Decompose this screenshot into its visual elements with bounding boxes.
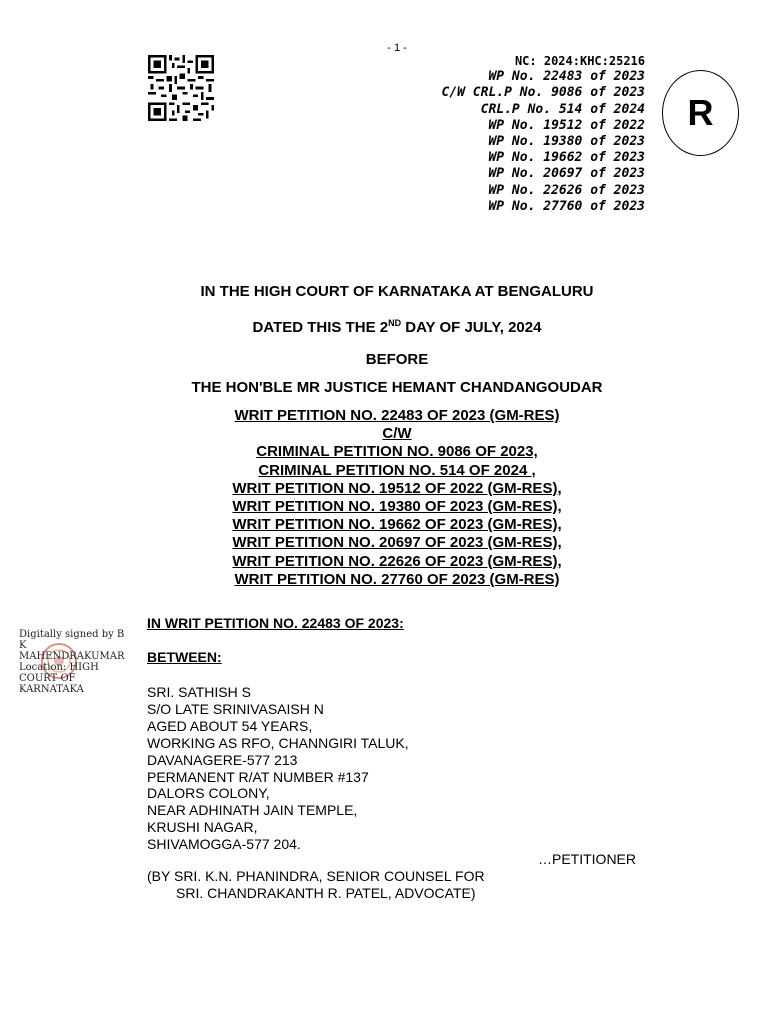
date-suffix: DAY OF JULY, 2024: [401, 319, 542, 336]
signature-line: KARNATAKA: [19, 684, 84, 695]
case-number-line: WP No. 22483 of 2023: [488, 69, 645, 85]
address-line: WORKING AS RFO, CHANNGIRI TALUK,: [147, 734, 409, 751]
case-number-line: WP No. 19380 of 2023: [488, 134, 645, 150]
signature-line: Digitally signed by B: [19, 629, 125, 640]
before-label: BEFORE: [365, 351, 429, 368]
reportable-mark: [662, 70, 739, 156]
between-heading: BETWEEN:: [147, 649, 222, 665]
case-number-line: WP No. 22626 of 2023: [488, 182, 645, 198]
address-line: PERMANENT R/AT NUMBER #137: [147, 768, 369, 785]
reportable-letter: R: [687, 92, 714, 133]
petition-title: CRIMINAL PETITION NO. 514 OF 2024 ,: [258, 461, 536, 479]
petition-title: WRIT PETITION NO. 20697 OF 2023 (GM-RES),: [232, 534, 562, 552]
petition-title: C/W: [382, 425, 412, 443]
address-line: SHIVAMOGGA-577 204.: [147, 836, 301, 853]
petition-title: WRIT PETITION NO. 22626 OF 2023 (GM-RES),: [232, 552, 562, 570]
address-line: KRUSHI NAGAR,: [147, 819, 258, 836]
case-number-line: WP No. 19512 of 2022: [488, 117, 645, 133]
petitioner-label: …PETITIONER: [538, 851, 637, 867]
in-petition-heading: IN WRIT PETITION NO. 22483 OF 2023:: [147, 615, 404, 631]
petition-title: WRIT PETITION NO. 19662 OF 2023 (GM-RES),: [232, 516, 562, 534]
digital-signature: [19, 629, 137, 695]
case-number-block: [442, 53, 646, 215]
petition-titles: [0, 407, 768, 589]
signature-line: MAHENDRAKUMAR: [19, 651, 125, 662]
address-line: S/O LATE SRINIVASAISH N: [147, 700, 324, 717]
signature-line: COURT OF: [19, 673, 76, 684]
address-line: AGED ABOUT 54 YEARS,: [147, 717, 313, 734]
petition-title: CRIMINAL PETITION NO. 9086 OF 2023,: [256, 443, 538, 461]
date-ordinal: ND: [388, 318, 402, 328]
dated-line: [0, 318, 768, 336]
address-line: SRI. SATHISH S: [147, 684, 251, 700]
counsel-note: [147, 868, 485, 902]
page-number: - 1 -: [387, 42, 407, 54]
signature-line: K: [19, 640, 27, 651]
petitioner-address: [147, 684, 409, 853]
neutral-citation: NC: 2024:KHC:25216: [514, 54, 645, 68]
case-number-line: C/W CRL.P No. 9086 of 2023: [441, 85, 645, 101]
petition-title: WRIT PETITION NO. 19380 OF 2023 (GM-RES),: [232, 498, 562, 516]
date-prefix: DATED THIS THE 2: [252, 319, 389, 336]
case-number-line: WP No. 27760 of 2023: [488, 198, 645, 214]
petition-title: WRIT PETITION NO. 22483 OF 2023 (GM-RES): [234, 407, 560, 424]
address-line: DAVANAGERE-577 213: [147, 751, 298, 768]
petition-title: WRIT PETITION NO. 19512 OF 2022 (GM-RES),: [232, 479, 562, 497]
case-number-line: WP No. 19662 of 2023: [488, 150, 645, 166]
court-name: IN THE HIGH COURT OF KARNATAKA AT BENGALURU: [200, 283, 594, 300]
address-line: NEAR ADHINATH JAIN TEMPLE,: [147, 802, 358, 819]
signature-line: Location: HIGH: [19, 662, 99, 673]
address-line: DALORS COLONY,: [147, 785, 270, 802]
petition-title: WRIT PETITION NO. 27760 OF 2023 (GM-RES): [234, 570, 560, 588]
judge-name: THE HON'BLE MR JUSTICE HEMANT CHANDANGOUDAR: [191, 379, 603, 396]
counsel-line: (BY SRI. K.N. PHANINDRA, SENIOR COUNSEL FOR: [147, 868, 485, 884]
counsel-line: SRI. CHANDRAKANTH R. PATEL, ADVOCATE): [176, 884, 476, 901]
case-number-line: CRL.P No. 514 of 2024: [480, 101, 645, 117]
case-number-line: WP No. 20697 of 2023: [488, 166, 645, 182]
qr-code: [146, 55, 216, 121]
